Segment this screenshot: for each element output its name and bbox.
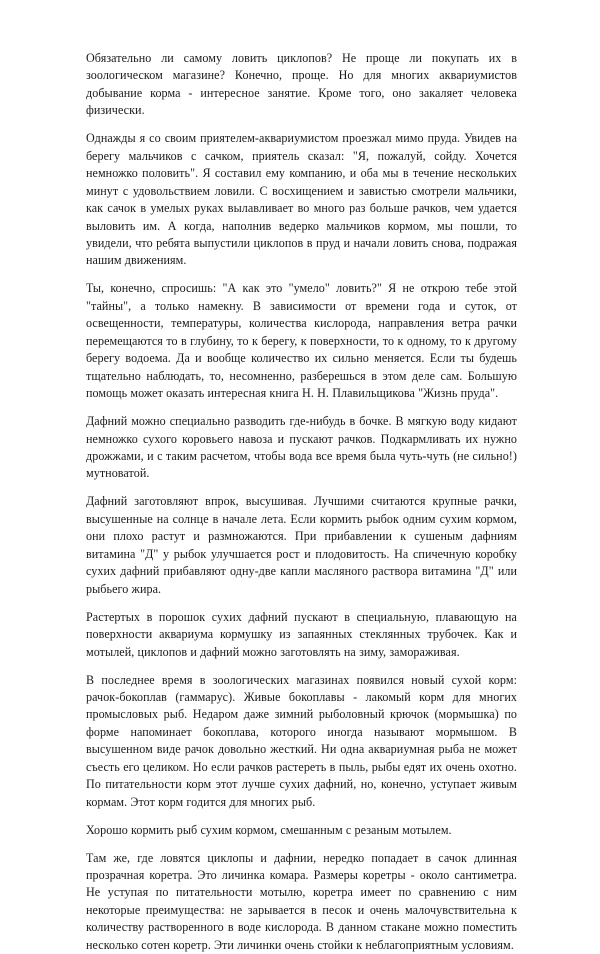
- paragraph-4: Дафний можно специально разводить где-нибудь в бочке. В мягкую воду кидают немножко сухого коровьего навоза и пускают рачков. Подкармливать их нужно дрожжами, и с таким расчетом, чтобы вода все время была чуть-чуть (не сильно!) мутноватой.: [86, 414, 517, 481]
- paragraph-6: Растертых в порошок сухих дафний пускают в специальную, плавающую на поверхности аквариума кормушку из запаянных стеклянных трубочек. Как и мотылей, циклопов и дафний можно заготовлять на зиму, замораживая.: [86, 609, 517, 659]
- paragraph-3: Ты, конечно, спросишь: "А как это "умело" ловить?" Я не открою тебе этой "тайны", а только намекну. В зависимости от времени года и суток, от освещенности, температуры, количества кислорода, направления ветра рачки перемещаются то в глубину, то к берегу, к поверхности, то к одному, то к другому берегу водоема. Да и вообще количество их сильно меняется. Если ты будешь тщательно наблюдать, то, несомненно, разберешься в этом деле сам. Большую помощь может оказать интересная книга Н. Н. Плавильщикова "Жизнь пруда".: [86, 281, 517, 401]
- paragraph-9: Там же, где ловятся циклопы и дафнии, нередко попадает в сачок длинная прозрачная коретра. Это личинка комара. Размеры коретры - около сантиметра. Не уступая по питательности мотылю, коретра имеет по сравнению с ним некоторые преимущества: не зарывается в песок и очень малочувствительна к количеству растворенного в воде кислорода. В данном стакане можно поместить несколько сотен коретр. Эти личинки очень стойки к неблагоприятным условиям.: [86, 850, 517, 952]
- paragraph-7: В последнее время в зоологических магазинах появился новый сухой корм: рачок-бокоплав (гаммарус). Живые бокоплавы - лакомый корм для многих промысловых рыб. Недаром даже зимний рыболовный крючок (мормышка) по форме напоминает бокоплава, которого иногда называют мормышом. В высушенном виде рачок довольно жесткий. Ни одна аквариумная рыба не может съесть его целиком. Но если рачков растереть в пыль, рыбы едят их очень охотно. По питательности корм этот лучше сухих дафний, но, конечно, уступает живым кормам. Этот корм годится для многих рыб.: [86, 672, 517, 809]
- document-text-column: [86, 50, 517, 954]
- paragraph-8: Хорошо кормить рыб сухим кормом, смешанным с резаным мотылем.: [86, 822, 452, 837]
- paragraph-1: Обязательно ли самому ловить циклопов? Не проще ли покупать их в зоологическом магазине? Конечно, проще. Но для многих аквариумистов добывание корма - интересное занятие. Кроме того, оно закаляет человека физически.: [86, 51, 517, 118]
- paragraph-5: Дафний заготовляют впрок, высушивая. Лучшими считаются крупные рачки, высушенные на солнце в начале лета. Если кормить рыбок одним сухим кормом, они плохо растут и размножаются. При прибавлении к сушеным дафниям витамина "Д" у рыбок улучшается рост и плодовитость. На спичечную коробку сухих дафний прибавляют одну-две капли масляного раствора витамина "Д" или рыбьего жира.: [86, 494, 517, 596]
- paragraph-2: Однажды я со своим приятелем-аквариумистом проезжал мимо пруда. Увидев на берегу мальчиков с сачком, приятель сказал: "Я, пожалуй, сойду. Хочется немножко половить". Я составил ему компанию, и оба мы в течение нескольких минут с удовольствием ловили. С восхищением и завистью смотрели мальчики, как сачок в умелых руках вылавливает во много раз больше рачков, чем удается выловить им. А когда, наполнив ведерко мальчиков кормом, мы пошли, то увидели, что ребята выпустили циклопов в пруд и начали ловить снова, подражая нашим движениям.: [86, 131, 517, 268]
